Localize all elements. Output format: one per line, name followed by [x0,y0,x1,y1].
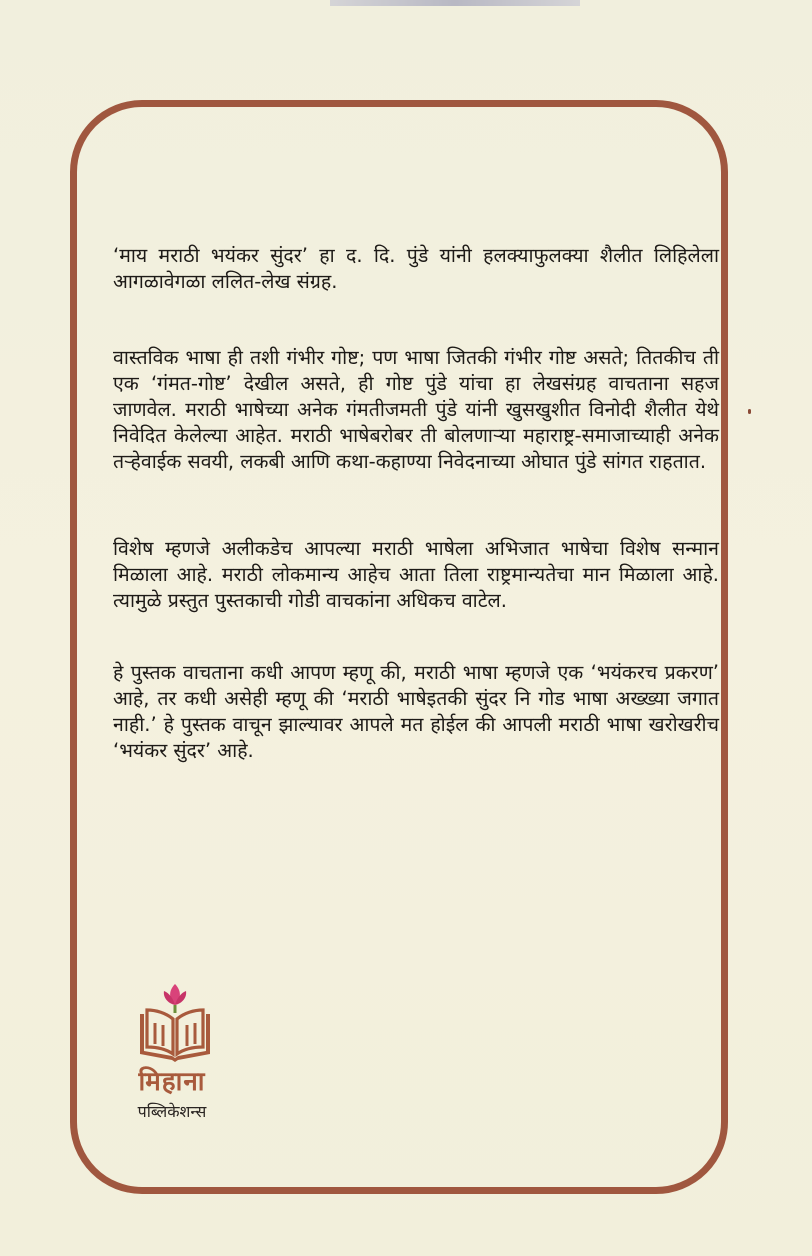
blurb-paragraph-4 [113,660,719,764]
speck-mark [748,409,751,414]
publisher-subtitle: पब्लिकेशन्स [137,1102,207,1121]
paragraph-text: वास्तविक भाषा ही तशी गंभीर गोष्ट; पण भाषा जितकी गंभीर गोष्ट असते; तितकीच ती एक ‘गंमत-गोष्ट’ देखील असते, ही गोष्ट पुंडे यांचा हा लेखसंग्रह वाचताना सहज जाणवेल. मराठी भाषेच्या अनेक गंमतीजमती पुंडे यांनी खुसखुशीत विनोदी शैलीत येथे निवेदित केलेल्या आहेत. मराठी भाषेबरोबर ती बोलणाऱ्या महाराष्ट्र-समाजाच्याही अनेक तऱ्हेवाईक सवयी, लकबी आणि कथा-कहाण्या निवेदनाच्या ओघात पुंडे सांगत राहतात. [113,346,719,473]
blurb-paragraph-2 [113,345,719,475]
top-edge-strip [330,0,580,6]
paragraph-text: हे पुस्तक वाचताना कधी आपण म्हणू की, मराठी भाषा म्हणजे एक ‘भयंकरच प्रकरण’ आहे, तर कधी असेही म्हणू की ‘मराठी भाषेइतकी सुंदर नि गोड भाषा अख्ख्या जगात नाही.’ हे पुस्तक वाचून झाल्यावर आपले मत होईल की आपली मराठी भाषा खरोखरीच ‘भयंकर सुंदर’ आहे. [113,661,719,762]
blurb-paragraph-3 [113,536,719,614]
publisher-name: मिहाना [138,1067,206,1097]
paragraph-text: विशेष म्हणजे अलीकडेच आपल्या मराठी भाषेला अभिजात भाषेचा विशेष सन्मान मिळाला आहे. मराठी लोकमान्य आहेच आता तिला राष्ट्रमान्यतेचा मान मिळाला आहे. त्यामुळे प्रस्तुत पुस्तकाची गोडी वाचकांना अधिकच वाटेल. [113,537,719,612]
blurb-paragraph-1 [113,243,719,295]
paragraph-text: ‘माय मराठी भयंकर सुंदर’ हा द. दि. पुंडे यांनी हलक्याफुलक्या शैलीत लिहिलेला आगळावेगळा ललित-लेख संग्रह. [113,244,719,293]
